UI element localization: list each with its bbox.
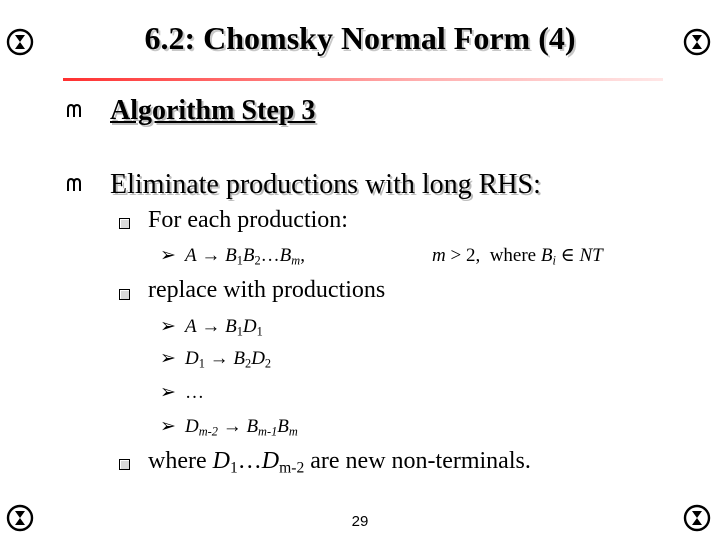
title-rule bbox=[63, 78, 663, 81]
step-heading: Algorithm Step 3 bbox=[110, 95, 316, 126]
square-bullet-icon bbox=[119, 457, 130, 468]
round-bullet-icon bbox=[66, 103, 82, 119]
production-condition: m > 2, where $B_i$ ∈ NT bbox=[432, 245, 603, 268]
square-bullet-icon bbox=[119, 216, 130, 227]
production-rule: $A \to B_1B_2\dots B_m$, bbox=[185, 245, 305, 268]
where-text: where $D_1\dots D_{m-2}$ are new non-terminals. bbox=[148, 448, 531, 477]
arrow-bullet-icon: ➢ bbox=[160, 245, 176, 266]
slide-title: 6.2: Chomsky Normal Form (4) bbox=[144, 20, 576, 56]
rule-2: $D_1 \to B_2D_2$ bbox=[185, 348, 272, 371]
round-bullet-icon bbox=[66, 177, 82, 193]
rule-4: $D_{m-2} \to B_{m-1}B_m$ bbox=[185, 416, 298, 439]
square-bullet-icon bbox=[119, 287, 130, 298]
arrow-bullet-icon: ➢ bbox=[160, 316, 176, 337]
arrow-bullet-icon: ➢ bbox=[160, 382, 176, 403]
replace-text: replace with productions bbox=[148, 277, 386, 303]
arrow-bullet-icon: ➢ bbox=[160, 416, 176, 437]
for-each-text: For each production: bbox=[148, 207, 348, 233]
rule-1: $A \to B_1D_1$ bbox=[185, 316, 263, 339]
rule-3: … bbox=[185, 382, 204, 403]
arrow-bullet-icon: ➢ bbox=[160, 348, 176, 369]
eliminate-text: Eliminate productions with long RHS: bbox=[110, 169, 541, 200]
page-number: 29 bbox=[351, 513, 369, 530]
